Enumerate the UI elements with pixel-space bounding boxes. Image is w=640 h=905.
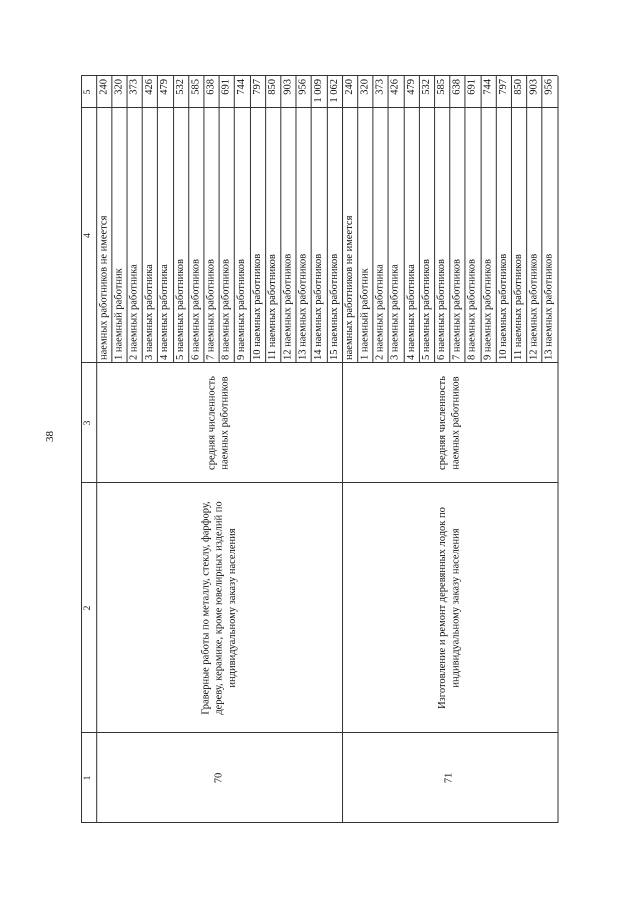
employee-count-label: 7 наемных работников	[205, 259, 217, 360]
employee-count-label: 3 наемных работника	[389, 264, 401, 360]
rate-value: 373	[128, 79, 140, 95]
rate-value: 797	[251, 79, 263, 95]
column-rule	[81, 822, 557, 823]
employee-count-label: 9 наемных работников	[482, 259, 494, 360]
rate-value: 956	[543, 79, 555, 95]
employee-count-label: 13 наемных работников	[297, 253, 309, 360]
employee-count-label: 12 наемных работников	[528, 253, 540, 360]
employee-count-label: 1 наемный работник	[359, 268, 371, 360]
employee-count-label: наемных работников не имеется	[343, 215, 355, 360]
rate-value: 744	[236, 79, 248, 95]
employee-count-label: 4 наемных работника	[159, 264, 171, 360]
rate-value: 426	[389, 79, 401, 95]
employee-count-label: 15 наемных работников	[328, 253, 340, 360]
rate-value: 744	[482, 79, 494, 95]
group-rule	[557, 76, 558, 823]
column-rule	[81, 482, 557, 483]
rate-value: 903	[528, 79, 540, 95]
employee-count-label: 2 наемных работника	[128, 264, 140, 360]
employee-count-label: наемных работников не имеется	[97, 215, 109, 360]
employee-count-label: 7 наемных работников	[451, 259, 463, 360]
rate-value: 479	[159, 79, 171, 95]
rate-value: 585	[189, 79, 202, 95]
employee-count-label: 1 наемный работник	[113, 268, 125, 360]
indicator-label: средняя численность наемных работников	[206, 376, 231, 470]
rate-table	[81, 76, 557, 823]
employee-count-label: 6 наемных работников	[435, 259, 448, 360]
column-header-1: 1	[83, 775, 94, 781]
rate-value: 426	[143, 79, 155, 95]
rate-value: 1 009	[312, 79, 325, 103]
employee-count-label: 8 наемных работников	[466, 259, 478, 360]
employee-count-label: 10 наемных работников	[497, 253, 509, 360]
rate-value: 956	[297, 79, 309, 95]
column-header-5: 5	[83, 89, 94, 95]
rate-value: 320	[359, 79, 371, 95]
employee-count-label: 11 наемных работников	[266, 254, 278, 360]
employee-count-label: 9 наемных работников	[236, 259, 248, 360]
employee-count-label: 14 наемных работников	[312, 253, 325, 360]
rate-value: 240	[343, 79, 355, 95]
rate-value: 691	[220, 79, 232, 95]
rate-value: 1 062	[328, 79, 340, 103]
column-rule	[81, 107, 557, 108]
rate-value: 373	[374, 79, 386, 95]
column-header-2: 2	[83, 605, 94, 611]
employee-count-label: 3 наемных работника	[143, 264, 155, 360]
rate-value: 638	[451, 79, 463, 95]
indicator-label: средняя численность наемных работников	[437, 376, 462, 470]
rate-value: 532	[174, 79, 186, 95]
activity-description: Граверные работы по металлу, стеклу, фарфору, дереву, керамике, кроме ювелирных изделий по индивидуальному заказу населения	[199, 501, 238, 715]
employee-count-label: 10 наемных работников	[251, 253, 263, 360]
rate-value: 903	[282, 79, 294, 95]
page-number: 38	[44, 431, 56, 442]
employee-count-label: 13 наемных работников	[543, 253, 555, 360]
table-top-rule	[81, 76, 82, 823]
rate-value: 240	[97, 79, 109, 95]
employee-count-label: 5 наемных работников	[174, 259, 186, 360]
rate-value: 532	[420, 79, 432, 95]
rate-value: 850	[512, 79, 525, 95]
rate-value: 691	[466, 79, 478, 95]
employee-count-label: 6 наемных работников	[189, 259, 202, 360]
header-rule	[96, 76, 97, 823]
employee-count-label: 5 наемных работников	[420, 259, 432, 360]
column-rule	[81, 362, 557, 363]
rate-value: 479	[405, 79, 417, 95]
activity-code: 71	[442, 772, 454, 784]
employee-count-label: 12 наемных работников	[282, 253, 294, 360]
column-rule	[81, 75, 557, 76]
employee-count-label: 2 наемных работника	[374, 264, 386, 360]
column-header-4: 4	[83, 233, 94, 238]
rate-value: 850	[266, 79, 278, 95]
activity-description: Изготовление и ремонт деревянных лодок по индивидуальному заказу населения	[437, 507, 462, 709]
rate-value: 585	[435, 79, 448, 95]
employee-count-label: 11 наемных работников	[512, 254, 525, 360]
column-header-3: 3	[83, 420, 94, 426]
rate-value: 320	[113, 79, 125, 95]
employee-count-label: 4 наемных работника	[405, 264, 417, 360]
rate-value: 638	[205, 79, 217, 95]
employee-count-label: 8 наемных работников	[220, 259, 232, 360]
column-rule	[81, 732, 557, 733]
activity-code: 70	[213, 772, 225, 784]
rate-value: 797	[497, 79, 509, 95]
